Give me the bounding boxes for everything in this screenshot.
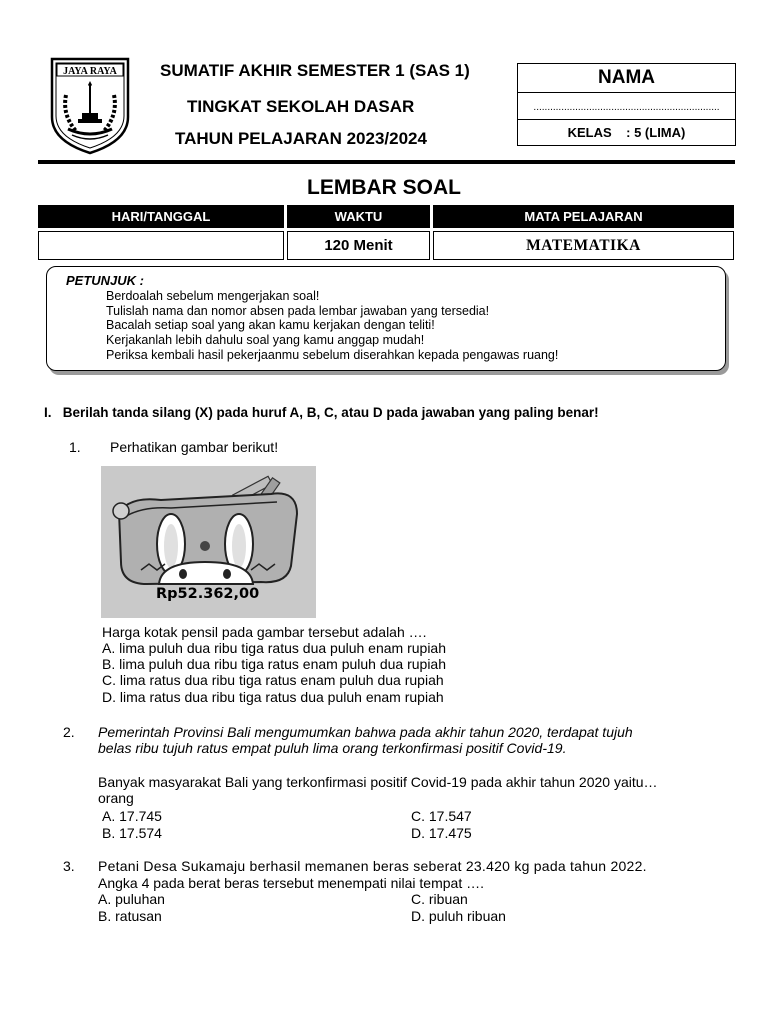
instruction-item: Periksa kembali hasil pekerjaanmu sebelum diserahkan kepada pengawas ruang!	[106, 347, 559, 362]
question-2-option-c[interactable]: C. 17.547	[411, 808, 472, 824]
instruction-item: Tulislah nama dan nomor absen pada lembar jawaban yang tersedia!	[106, 303, 490, 318]
question-1-option-a[interactable]: A. lima puluh dua ribu tiga ratus dua puluh enam rupiah	[102, 640, 446, 656]
question-1-option-c[interactable]: C. lima ratus dua ribu tiga ratus enam puluh dua rupiah	[102, 672, 444, 688]
question-3-option-d[interactable]: D. puluh ribuan	[411, 908, 506, 924]
section-number: I.	[44, 405, 52, 420]
question-3-option-b[interactable]: B. ratusan	[98, 908, 162, 924]
header-waktu: WAKTU	[287, 205, 430, 228]
nama-field[interactable]: ...................................................................	[518, 93, 735, 120]
svg-text:JAYA RAYA: JAYA RAYA	[63, 66, 117, 77]
hari-tanggal-cell[interactable]	[38, 231, 284, 260]
question-2-option-a[interactable]: A. 17.745	[102, 808, 162, 824]
pencil-case-price: Rp52.362,00	[156, 586, 260, 602]
nama-label: NAMA	[518, 64, 735, 93]
waktu-value: 120 Menit	[324, 237, 393, 254]
question-2-option-b[interactable]: B. 17.574	[102, 825, 162, 841]
section-text: Berilah tanda silang (X) pada huruf A, B, C, atau D pada jawaban yang paling benar!	[62, 405, 599, 420]
instruction-item: Bacalah setiap soal yang akan kamu kerjakan dengan teliti!	[106, 318, 435, 333]
question-1-intro: Perhatikan gambar berikut!	[110, 439, 279, 455]
school-year: TAHUN PELAJARAN 2023/2024	[175, 129, 427, 148]
question-2-number: 2.	[63, 724, 75, 740]
header-divider	[38, 160, 735, 164]
question-3-number: 3.	[63, 858, 75, 874]
question-3-stem-line-2: Angka 4 pada berat beras tersebut menempati nilai tempat ….	[98, 875, 484, 891]
header-mata-pelajaran: MATA PELAJARAN	[433, 205, 734, 228]
page-title: LEMBAR SOAL	[307, 176, 461, 199]
question-2-option-d[interactable]: D. 17.475	[411, 825, 472, 841]
name-box	[517, 63, 736, 146]
mata-pelajaran-cell	[433, 231, 734, 260]
kelas-label: KELAS	[567, 125, 612, 140]
instructions-list	[106, 289, 558, 363]
exam-title: SUMATIF AKHIR SEMESTER 1 (SAS 1)	[160, 61, 470, 80]
kelas-value: : 5 (LIMA)	[626, 125, 686, 140]
question-2-stem-line-2: orang	[98, 790, 134, 806]
question-3-stem-line-1: Petani Desa Sukamaju berhasil memanen beras seberat 23.420 kg pada tahun 2022.	[98, 858, 647, 874]
question-1-stem: Harga kotak pensil pada gambar tersebut adalah ….	[102, 624, 427, 640]
question-1-number: 1.	[69, 439, 81, 455]
question-1-option-b[interactable]: B. lima puluh dua ribu tiga ratus enam puluh dua rupiah	[102, 656, 446, 672]
question-2-stem-line-1: Banyak masyarakat Bali yang terkonfirmasi positif Covid-19 pada akhir tahun 2020 yaitu…	[98, 774, 658, 790]
instruction-item: Berdoalah sebelum mengerjakan soal!	[106, 289, 320, 303]
question-1-option-d[interactable]: D. lima ratus dua ribu tiga ratus dua puluh enam rupiah	[102, 689, 444, 705]
instructions-title: PETUNJUK :	[66, 273, 145, 288]
section-instruction	[44, 405, 599, 420]
header-hari-tanggal: HARI/TANGGAL	[38, 205, 284, 228]
question-3-option-c[interactable]: C. ribuan	[411, 891, 468, 907]
jaya-raya-logo	[48, 55, 132, 155]
school-level: TINGKAT SEKOLAH DASAR	[187, 97, 415, 116]
question-2-context-line-1: Pemerintah Provinsi Bali mengumumkan bahwa pada akhir tahun 2020, terdapat tujuh	[98, 724, 633, 740]
instruction-item: Kerjakanlah lebih dahulu soal yang kamu anggap mudah!	[106, 333, 425, 348]
kelas-row	[518, 120, 735, 145]
question-3-option-a[interactable]: A. puluhan	[98, 891, 165, 907]
question-2-context-line-2: belas ribu tujuh ratus empat puluh lima orang terkonfirmasi positif Covid-19.	[98, 740, 567, 756]
mata-pelajaran-value: MATEMATIKA	[526, 237, 641, 254]
pencil-case-image	[101, 466, 316, 618]
waktu-cell	[287, 231, 430, 260]
